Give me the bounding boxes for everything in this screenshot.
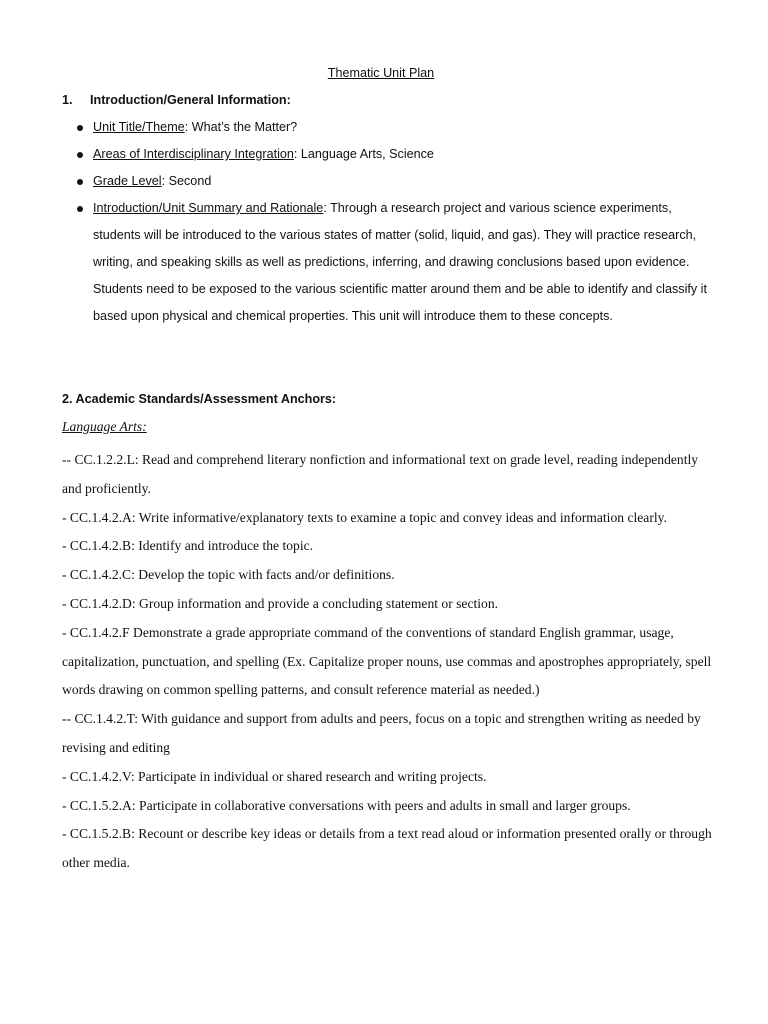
item-label: Areas of Interdisciplinary Integration bbox=[93, 147, 294, 161]
item-label: Unit Title/Theme bbox=[93, 120, 185, 134]
item-separator: : bbox=[323, 201, 331, 215]
list-item-grade-level bbox=[74, 168, 714, 195]
item-text: Through a research project and various science experiments, students will be introduced to the various states of matter (solid, liquid, and gas). They will practice research, writing, and speaking skills as well as predictions, inferring, and drawing conclusions based upon evidence. Students need to be exposed to the various scientific matter around them and be able to identify and classify it based upon physical and chemical properties. This unit will introduce them to these concepts. bbox=[93, 201, 707, 323]
language-arts-subheading: Language Arts: bbox=[62, 419, 147, 434]
standard-item: - CC.1.5.2.A: Participate in collaborative conversations with peers and adults in small and larger groups. bbox=[62, 797, 631, 813]
standard-item: - CC.1.4.2.A: Write informative/explanatory texts to examine a topic and convey ideas and information clearly. bbox=[62, 509, 667, 525]
standard-item: - CC.1.4.2.V: Participate in individual or shared research and writing projects. bbox=[62, 768, 487, 784]
list-item-summary bbox=[74, 195, 714, 330]
standards-list bbox=[62, 446, 712, 878]
item-separator: : bbox=[184, 120, 192, 134]
section-2-heading: 2. Academic Standards/Assessment Anchors: bbox=[62, 392, 337, 406]
item-text: What’s the Matter? bbox=[191, 120, 298, 134]
item-text: Second bbox=[168, 174, 212, 188]
standard-item: -- CC.1.2.2.L: Read and comprehend literary nonfiction and informational text on grade level, reading independently and proficiently. bbox=[62, 452, 699, 496]
standard-item: -- CC.1.4.2.T: With guidance and support from adults and peers, focus on a topic and strengthen writing as needed by revising and editing bbox=[62, 711, 701, 755]
standard-item: - CC.1.5.2.B: Recount or describe key ideas or details from a text read aloud or information presented orally or through other media. bbox=[62, 826, 712, 871]
standard-item: - CC.1.4.2.B: Identify and introduce the topic. bbox=[62, 538, 314, 554]
section-1-number: 1. bbox=[62, 93, 73, 107]
section-1-title: Introduction/General Information: bbox=[90, 93, 291, 107]
standard-item: - CC.1.4.2.D: Group information and provide a concluding statement or section. bbox=[62, 595, 499, 611]
document-title: Thematic Unit Plan bbox=[327, 66, 435, 80]
list-item-areas bbox=[74, 141, 714, 168]
item-separator: : bbox=[161, 174, 169, 188]
item-text: Language Arts, Science bbox=[300, 147, 434, 161]
item-separator: : bbox=[293, 147, 301, 161]
section-1-heading bbox=[62, 93, 291, 107]
list-item-unit-title bbox=[74, 114, 714, 141]
item-label: Introduction/Unit Summary and Rationale bbox=[93, 201, 324, 215]
standard-item: - CC.1.4.2.C: Develop the topic with facts and/or definitions. bbox=[62, 567, 395, 583]
standard-item: - CC.1.4.2.F Demonstrate a grade appropriate command of the conventions of standard English grammar, usage, capitalization, punctuation, and spelling (Ex. Capitalize proper nouns, use commas and apostrophes appropriately, spell words drawing on common spelling patterns, and consult reference material as needed.) bbox=[62, 624, 712, 698]
section-1-list bbox=[74, 114, 714, 330]
item-label: Grade Level bbox=[93, 174, 162, 188]
